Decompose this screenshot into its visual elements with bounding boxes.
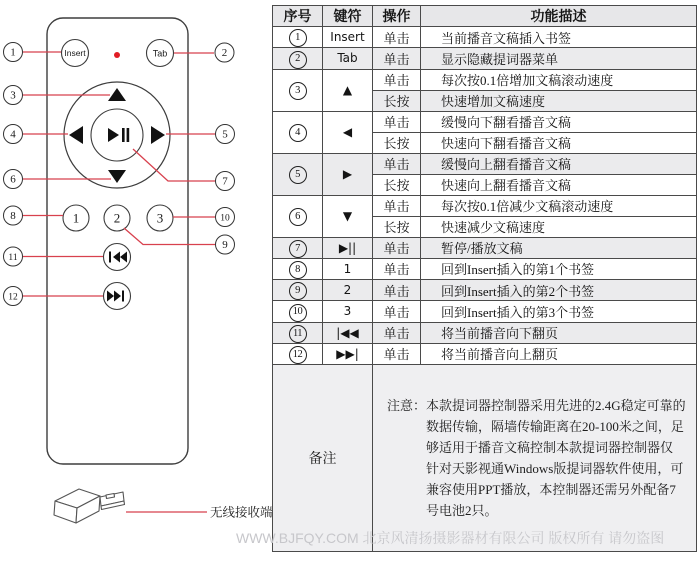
- table-row: [273, 27, 697, 48]
- table-row: [273, 111, 697, 132]
- page-watermark: WWW.BJFQY.COM 北京风清扬摄影器材有限公司 版权所有 请勿盗图: [236, 530, 665, 546]
- key-symbol: Insert: [323, 27, 373, 48]
- description: 回到Insert插入的第1个书签: [421, 258, 697, 279]
- description: 暂停/播放文稿: [421, 237, 697, 258]
- button-3-label: 3: [156, 210, 164, 226]
- description: 每次按0.1倍减少文稿滚动速度: [421, 195, 697, 216]
- key-symbol: ▶▶|: [323, 343, 373, 364]
- function-table: [272, 5, 697, 552]
- note-prefix: 注意：: [387, 397, 427, 413]
- callout-2: [215, 43, 234, 62]
- circled-number: 2: [289, 51, 307, 69]
- svg-text:3: 3: [10, 89, 16, 102]
- key-symbol: 1: [323, 258, 373, 279]
- row-num: [273, 343, 323, 364]
- operation: 单击: [373, 322, 421, 343]
- svg-text:2: 2: [221, 47, 228, 60]
- row-num: [273, 111, 323, 153]
- row-num: [273, 153, 323, 195]
- circled-number: 4: [289, 124, 307, 142]
- svg-text:7: 7: [222, 175, 228, 188]
- table-header-row: [273, 6, 697, 27]
- key-symbol: |◀◀: [323, 322, 373, 343]
- remark-note: [373, 395, 696, 521]
- operation: 单击: [373, 111, 421, 132]
- description: 将当前播音向下翻页: [421, 322, 697, 343]
- table-row: [273, 280, 697, 301]
- description: 快速减少文稿速度: [421, 216, 697, 237]
- operation: 单击: [373, 343, 421, 364]
- operation: 单击: [373, 69, 421, 90]
- circled-number: 10: [289, 304, 307, 322]
- description: 快速向上翻看播音文稿: [421, 174, 697, 195]
- table-row: [273, 48, 697, 69]
- description: 每次按0.1倍增加文稿滚动速度: [421, 69, 697, 90]
- callout-8: [4, 206, 23, 225]
- description: 回到Insert插入的第3个书签: [421, 301, 697, 322]
- description: 缓慢向下翻看播音文稿: [421, 111, 697, 132]
- col-header-num: 序号: [273, 6, 323, 27]
- description: 回到Insert插入的第2个书签: [421, 280, 697, 301]
- key-symbol: Tab: [323, 48, 373, 69]
- insert-button-label: Insert: [64, 48, 86, 58]
- svg-text:5: 5: [222, 128, 228, 141]
- table-row: [273, 301, 697, 322]
- callout-4: [4, 125, 23, 144]
- table-row: [273, 153, 697, 174]
- operation: 单击: [373, 301, 421, 322]
- col-header-desc: 功能描述: [421, 6, 697, 27]
- callout-9: [216, 235, 235, 254]
- circled-number: 6: [289, 208, 307, 226]
- circled-number: 1: [289, 29, 307, 47]
- key-symbol: ▶: [323, 153, 373, 195]
- note-text: 本款提词器控制器采用先进的2.4G稳定可靠的数据传输，隔墙传输距离在20-100米之间，足够适用于播音文稿控制本款提词器控制器仅针对天影视通Windows版提词器软件使用，可兼容使用PPT播放，本控制器还需另外配备7号电池2只。: [426, 397, 686, 519]
- key-symbol: ◀: [323, 111, 373, 153]
- tab-button-label: Tab: [152, 48, 168, 59]
- operation: 长按: [373, 174, 421, 195]
- circled-number: 5: [289, 166, 307, 184]
- table-row: [273, 258, 697, 279]
- table-row: [273, 343, 697, 364]
- description: 快速增加文稿速度: [421, 90, 697, 111]
- key-symbol: ▶||: [323, 237, 373, 258]
- svg-text:11: 11: [8, 252, 18, 263]
- svg-text:8: 8: [10, 210, 16, 223]
- led-indicator: [114, 52, 120, 58]
- col-header-op: 操作: [373, 6, 421, 27]
- operation: 长按: [373, 90, 421, 111]
- table-row: [273, 69, 697, 90]
- svg-text:10: 10: [220, 213, 230, 224]
- row-num: [273, 48, 323, 69]
- button-2-label: 2: [113, 210, 121, 226]
- row-num: [273, 69, 323, 111]
- svg-text:9: 9: [222, 239, 228, 252]
- remark-row: [273, 365, 697, 552]
- circled-number: 3: [289, 82, 307, 100]
- callout-11: [4, 247, 23, 266]
- callout-10: [216, 208, 235, 227]
- col-header-key: 键符: [323, 6, 373, 27]
- description: 当前播音文稿插入书签: [421, 27, 697, 48]
- row-num: [273, 195, 323, 237]
- circled-number: 9: [289, 282, 307, 300]
- usb-receiver: [54, 489, 125, 523]
- table-row: [273, 322, 697, 343]
- svg-text:4: 4: [10, 128, 16, 141]
- button-1-label: 1: [72, 210, 80, 226]
- callout-3: [4, 86, 23, 105]
- key-symbol: ▲: [323, 69, 373, 111]
- svg-text:6: 6: [10, 173, 16, 186]
- circled-number: 12: [289, 346, 307, 364]
- remote-diagram: [0, 0, 280, 561]
- description: 将当前播音向上翻页: [421, 343, 697, 364]
- remark-note-cell: [373, 365, 697, 552]
- circled-number: 7: [289, 240, 307, 258]
- operation: 单击: [373, 195, 421, 216]
- callout-7: [216, 172, 235, 191]
- operation: 长按: [373, 216, 421, 237]
- circled-number: 11: [289, 325, 307, 343]
- operation: 单击: [373, 258, 421, 279]
- callout-1: [4, 43, 23, 62]
- row-num: [273, 322, 323, 343]
- row-num: [273, 27, 323, 48]
- callout-12: [4, 287, 23, 306]
- svg-text:12: 12: [8, 292, 18, 303]
- key-symbol: ▼: [323, 195, 373, 237]
- table-row: [273, 195, 697, 216]
- circled-number: 8: [289, 261, 307, 279]
- usb-port-hole: [106, 494, 115, 499]
- remark-label: 备注: [273, 365, 373, 552]
- callout-6: [4, 170, 23, 189]
- table-row: [273, 237, 697, 258]
- operation: 单击: [373, 280, 421, 301]
- svg-text:1: 1: [10, 46, 16, 59]
- operation: 长按: [373, 132, 421, 153]
- row-num: [273, 258, 323, 279]
- operation: 单击: [373, 27, 421, 48]
- description: 快速向下翻看播音文稿: [421, 132, 697, 153]
- description: 显示隐藏提词器菜单: [421, 48, 697, 69]
- row-num: [273, 301, 323, 322]
- description: 缓慢向上翻看播音文稿: [421, 153, 697, 174]
- key-symbol: 3: [323, 301, 373, 322]
- key-symbol: 2: [323, 280, 373, 301]
- callout-5: [216, 125, 235, 144]
- row-num: [273, 280, 323, 301]
- operation: 单击: [373, 48, 421, 69]
- receiver-label: 无线接收端: [210, 505, 273, 520]
- operation: 单击: [373, 237, 421, 258]
- operation: 单击: [373, 153, 421, 174]
- row-num: [273, 237, 323, 258]
